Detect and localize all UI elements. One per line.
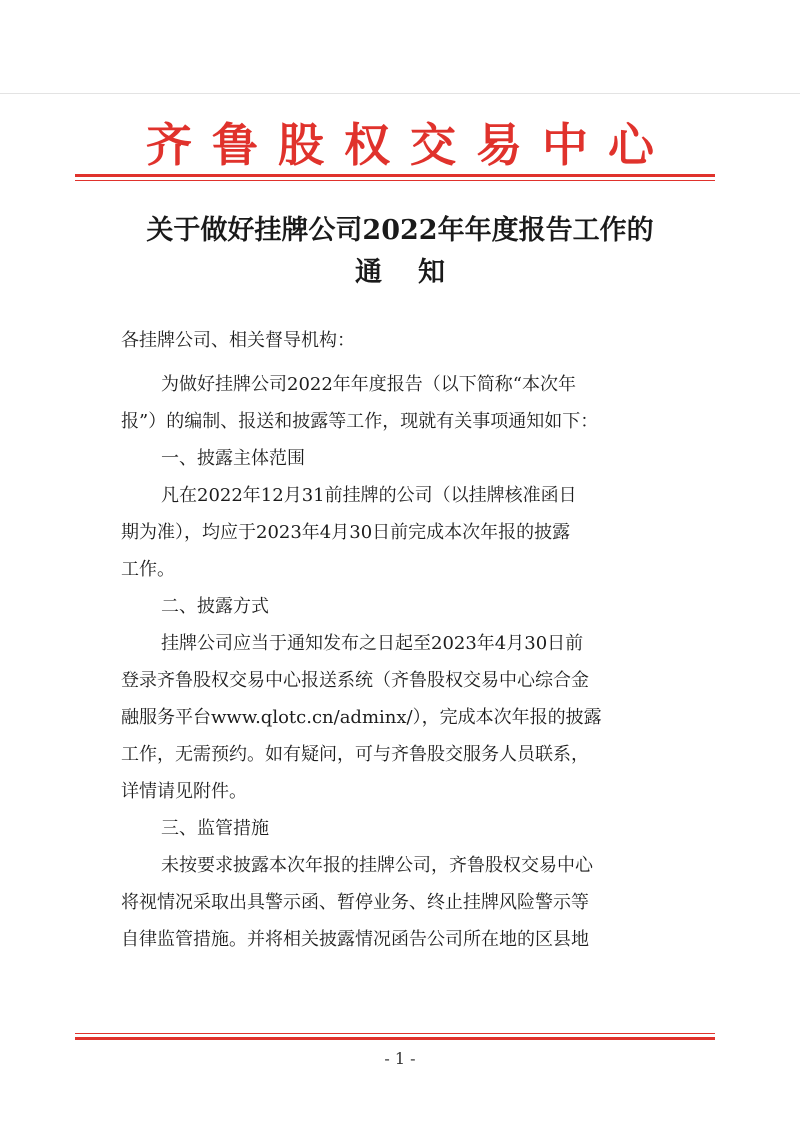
section-line: 期为准），均应于2023年4月30日前完成本次年报的披露 — [121, 522, 571, 543]
salutation: 各挂牌公司、相关督导机构： — [121, 330, 355, 351]
scan-edge-line — [0, 93, 800, 94]
section-line: 凡在2022年12月31前挂牌的公司（以挂牌核准函日 — [161, 485, 577, 506]
section-line: 将视情况采取出具警示函、暂停业务、终止挂牌风险警示等 — [121, 892, 589, 913]
section-line: 详情请见附件。 — [121, 781, 247, 802]
page-number: - 1 - — [384, 1049, 416, 1068]
section-heading: 二、披露方式 — [161, 596, 269, 617]
document-body — [121, 322, 686, 958]
section-line: 工作，无需预约。如有疑问，可与齐鲁股交服务人员联系， — [121, 744, 589, 765]
intro-line: 报”）的编制、报送和披露等工作，现就有关事项通知如下： — [121, 411, 599, 432]
footer-double-rule — [75, 1033, 715, 1034]
section-line: 未按要求披露本次年报的挂牌公司，齐鲁股权交易中心 — [161, 855, 593, 876]
document-title-line-1: 关于做好挂牌公司2022年年度报告工作的 — [146, 215, 654, 246]
section-heading: 三、监管措施 — [161, 818, 269, 839]
section-line: 工作。 — [121, 559, 175, 580]
masthead-double-rule — [75, 174, 715, 177]
section-line: 自律监管措施。并将相关披露情况函告公司所在地的区县地 — [121, 929, 589, 950]
section-line: 挂牌公司应当于通知发布之日起至2023年4月30日前 — [161, 633, 584, 654]
section-line: 融服务平台www.qlotc.cn/adminx/），完成本次年报的披露 — [121, 707, 602, 728]
document-title-line-2: 通知 — [355, 257, 481, 288]
masthead-org-name: 齐鲁股权交易中心 — [146, 118, 674, 172]
masthead — [80, 114, 720, 176]
section-line: 登录齐鲁股权交易中心报送系统（齐鲁股权交易中心综合金 — [121, 670, 589, 691]
section-heading: 一、披露主体范围 — [161, 448, 305, 469]
intro-line: 为做好挂牌公司2022年年度报告（以下简称“本次年 — [161, 374, 577, 395]
